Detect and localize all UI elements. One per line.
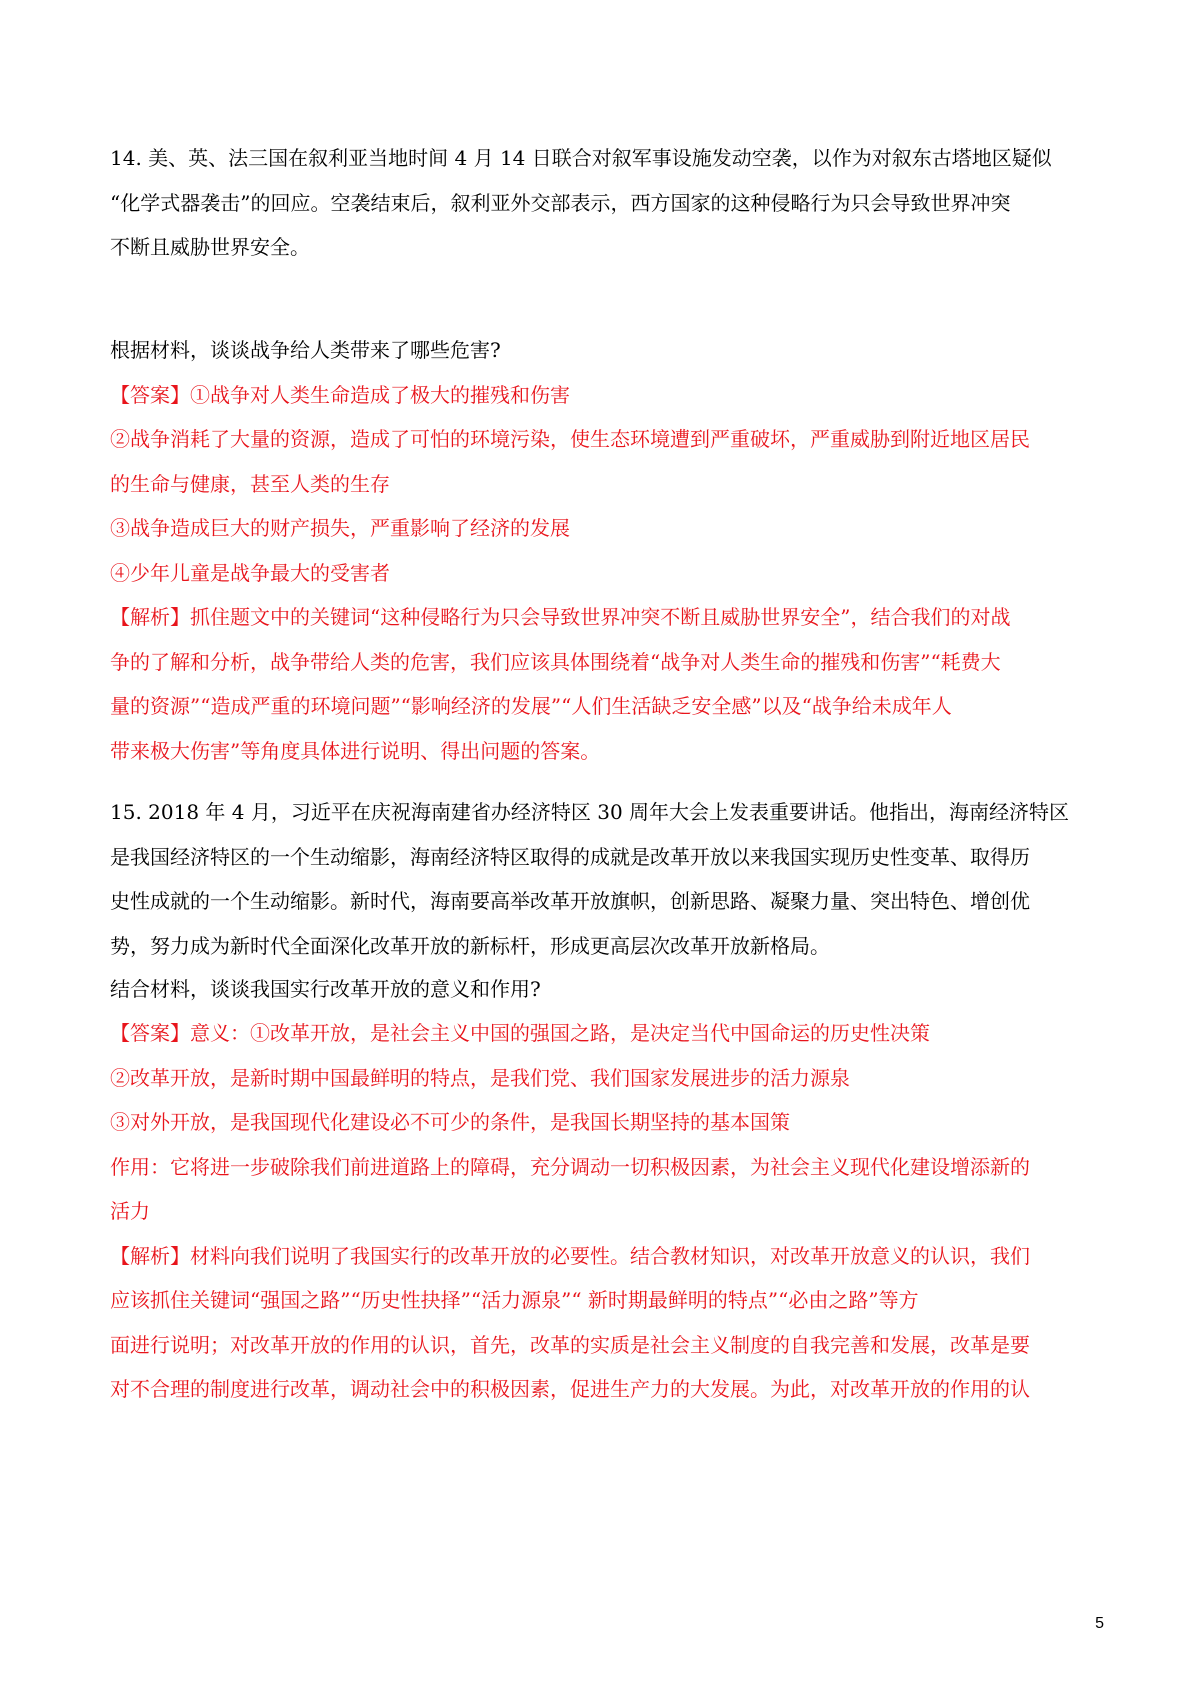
q14-analysis-text-1: 抓住题文中的关键词“这种侵略行为只会导致世界冲突不断且威胁世界安全”，结合我们的对战	[190, 605, 1011, 629]
q14-question: 根据材料，谈谈战争给人类带来了哪些危害?	[110, 338, 501, 362]
q14-analysis-line-2: 争的了解和分析，战争带给人类的危害，我们应该具体围绕着“战争对人类生命的摧残和伤害”“耗费大	[110, 650, 1001, 674]
q15-answer-line-5: 活力	[110, 1199, 150, 1223]
q15-answer-line-2: ②改革开放，是新时期中国最鲜明的特点，是我们党、我们国家发展进步的活力源泉	[110, 1066, 850, 1090]
q14-answer-line-1	[110, 380, 1100, 410]
q15-analysis-text-1: 材料向我们说明了我国实行的改革开放的必要性。结合教材知识，对改革开放意义的认识，我们	[190, 1244, 1030, 1268]
q15-analysis-tag: 【解析】	[110, 1244, 190, 1268]
q14-text-line-3: 不断且威胁世界安全。	[110, 235, 310, 259]
q14-answer-line-5: ④少年儿童是战争最大的受害者	[110, 561, 390, 585]
q14-text-line-1: 14. 美、英、法三国在叙利亚当地时间 4 月 14 日联合对叙军事设施发动空袭，以作为对叙东古塔地区疑似	[110, 146, 1052, 170]
q15-text-line-1: 15. 2018 年 4 月，习近平在庆祝海南建省办经济特区 30 周年大会上发表重要讲话。他指出，海南经济特区	[110, 800, 1070, 824]
q14-answer-line-2: ②战争消耗了大量的资源，造成了可怕的环境污染，使生态环境遭到严重破坏，严重威胁到附近地区居民	[110, 427, 1030, 451]
q14-answer-tag: 【答案】	[110, 383, 190, 407]
q14-answer-line-3: 的生命与健康，甚至人类的生存	[110, 472, 390, 496]
q14-analysis-tag: 【解析】	[110, 605, 190, 629]
q15-text-line-4: 势，努力成为新时代全面深化改革开放的新标杆，形成更高层次改革开放新格局。	[110, 934, 830, 958]
q14-analysis-line-1	[110, 602, 1100, 632]
q15-answer-line-4: 作用：它将进一步破除我们前进道路上的障碍，充分调动一切积极因素，为社会主义现代化建设增添新的	[110, 1155, 1030, 1179]
q15-answer-line-1	[110, 1018, 1100, 1048]
q15-text-line-2: 是我国经济特区的一个生动缩影，海南经济特区取得的成就是改革开放以来我国实现历史性变革、取得历	[110, 845, 1030, 869]
q14-text-line-2: “化学式器袭击”的回应。空袭结束后，叙利亚外交部表示，西方国家的这种侵略行为只会导致世界冲突	[110, 191, 1011, 215]
q15-analysis-line-3: 面进行说明；对改革开放的作用的认识，首先，改革的实质是社会主义制度的自我完善和发展，改革是要	[110, 1333, 1030, 1357]
q15-analysis-line-2: 应该抓住关键词“强国之路”“历史性抉择”“活力源泉”“ 新时期最鲜明的特点”“必由之路”等方	[110, 1288, 919, 1312]
q14-answer-line-4: ③战争造成巨大的财产损失，严重影响了经济的发展	[110, 516, 570, 540]
q15-answer-line-3: ③对外开放，是我国现代化建设必不可少的条件，是我国长期坚持的基本国策	[110, 1110, 790, 1134]
q14-analysis-line-4: 带来极大伤害”等角度具体进行说明、得出问题的答案。	[110, 739, 601, 763]
q14-answer-text-1: ①战争对人类生命造成了极大的摧残和伤害	[190, 383, 570, 407]
q15-analysis-line-4: 对不合理的制度进行改革，调动社会中的积极因素，促进生产力的大发展。为此，对改革开放的作用的认	[110, 1377, 1030, 1401]
q15-answer-text-1: 意义：①改革开放，是社会主义中国的强国之路，是决定当代中国命运的历史性决策	[190, 1021, 930, 1045]
q15-text-line-3: 史性成就的一个生动缩影。新时代，海南要高举改革开放旗帜，创新思路、凝聚力量、突出特色、增创优	[110, 889, 1030, 913]
q15-answer-tag: 【答案】	[110, 1021, 190, 1045]
q15-analysis-line-1	[110, 1241, 1100, 1271]
q14-analysis-line-3: 量的资源”“造成严重的环境问题”“影响经济的发展”“人们生活缺乏安全感”以及“战争给未成年人	[110, 694, 952, 718]
q15-question: 结合材料，谈谈我国实行改革开放的意义和作用?	[110, 977, 541, 1001]
page-number: 5	[1095, 1615, 1104, 1632]
